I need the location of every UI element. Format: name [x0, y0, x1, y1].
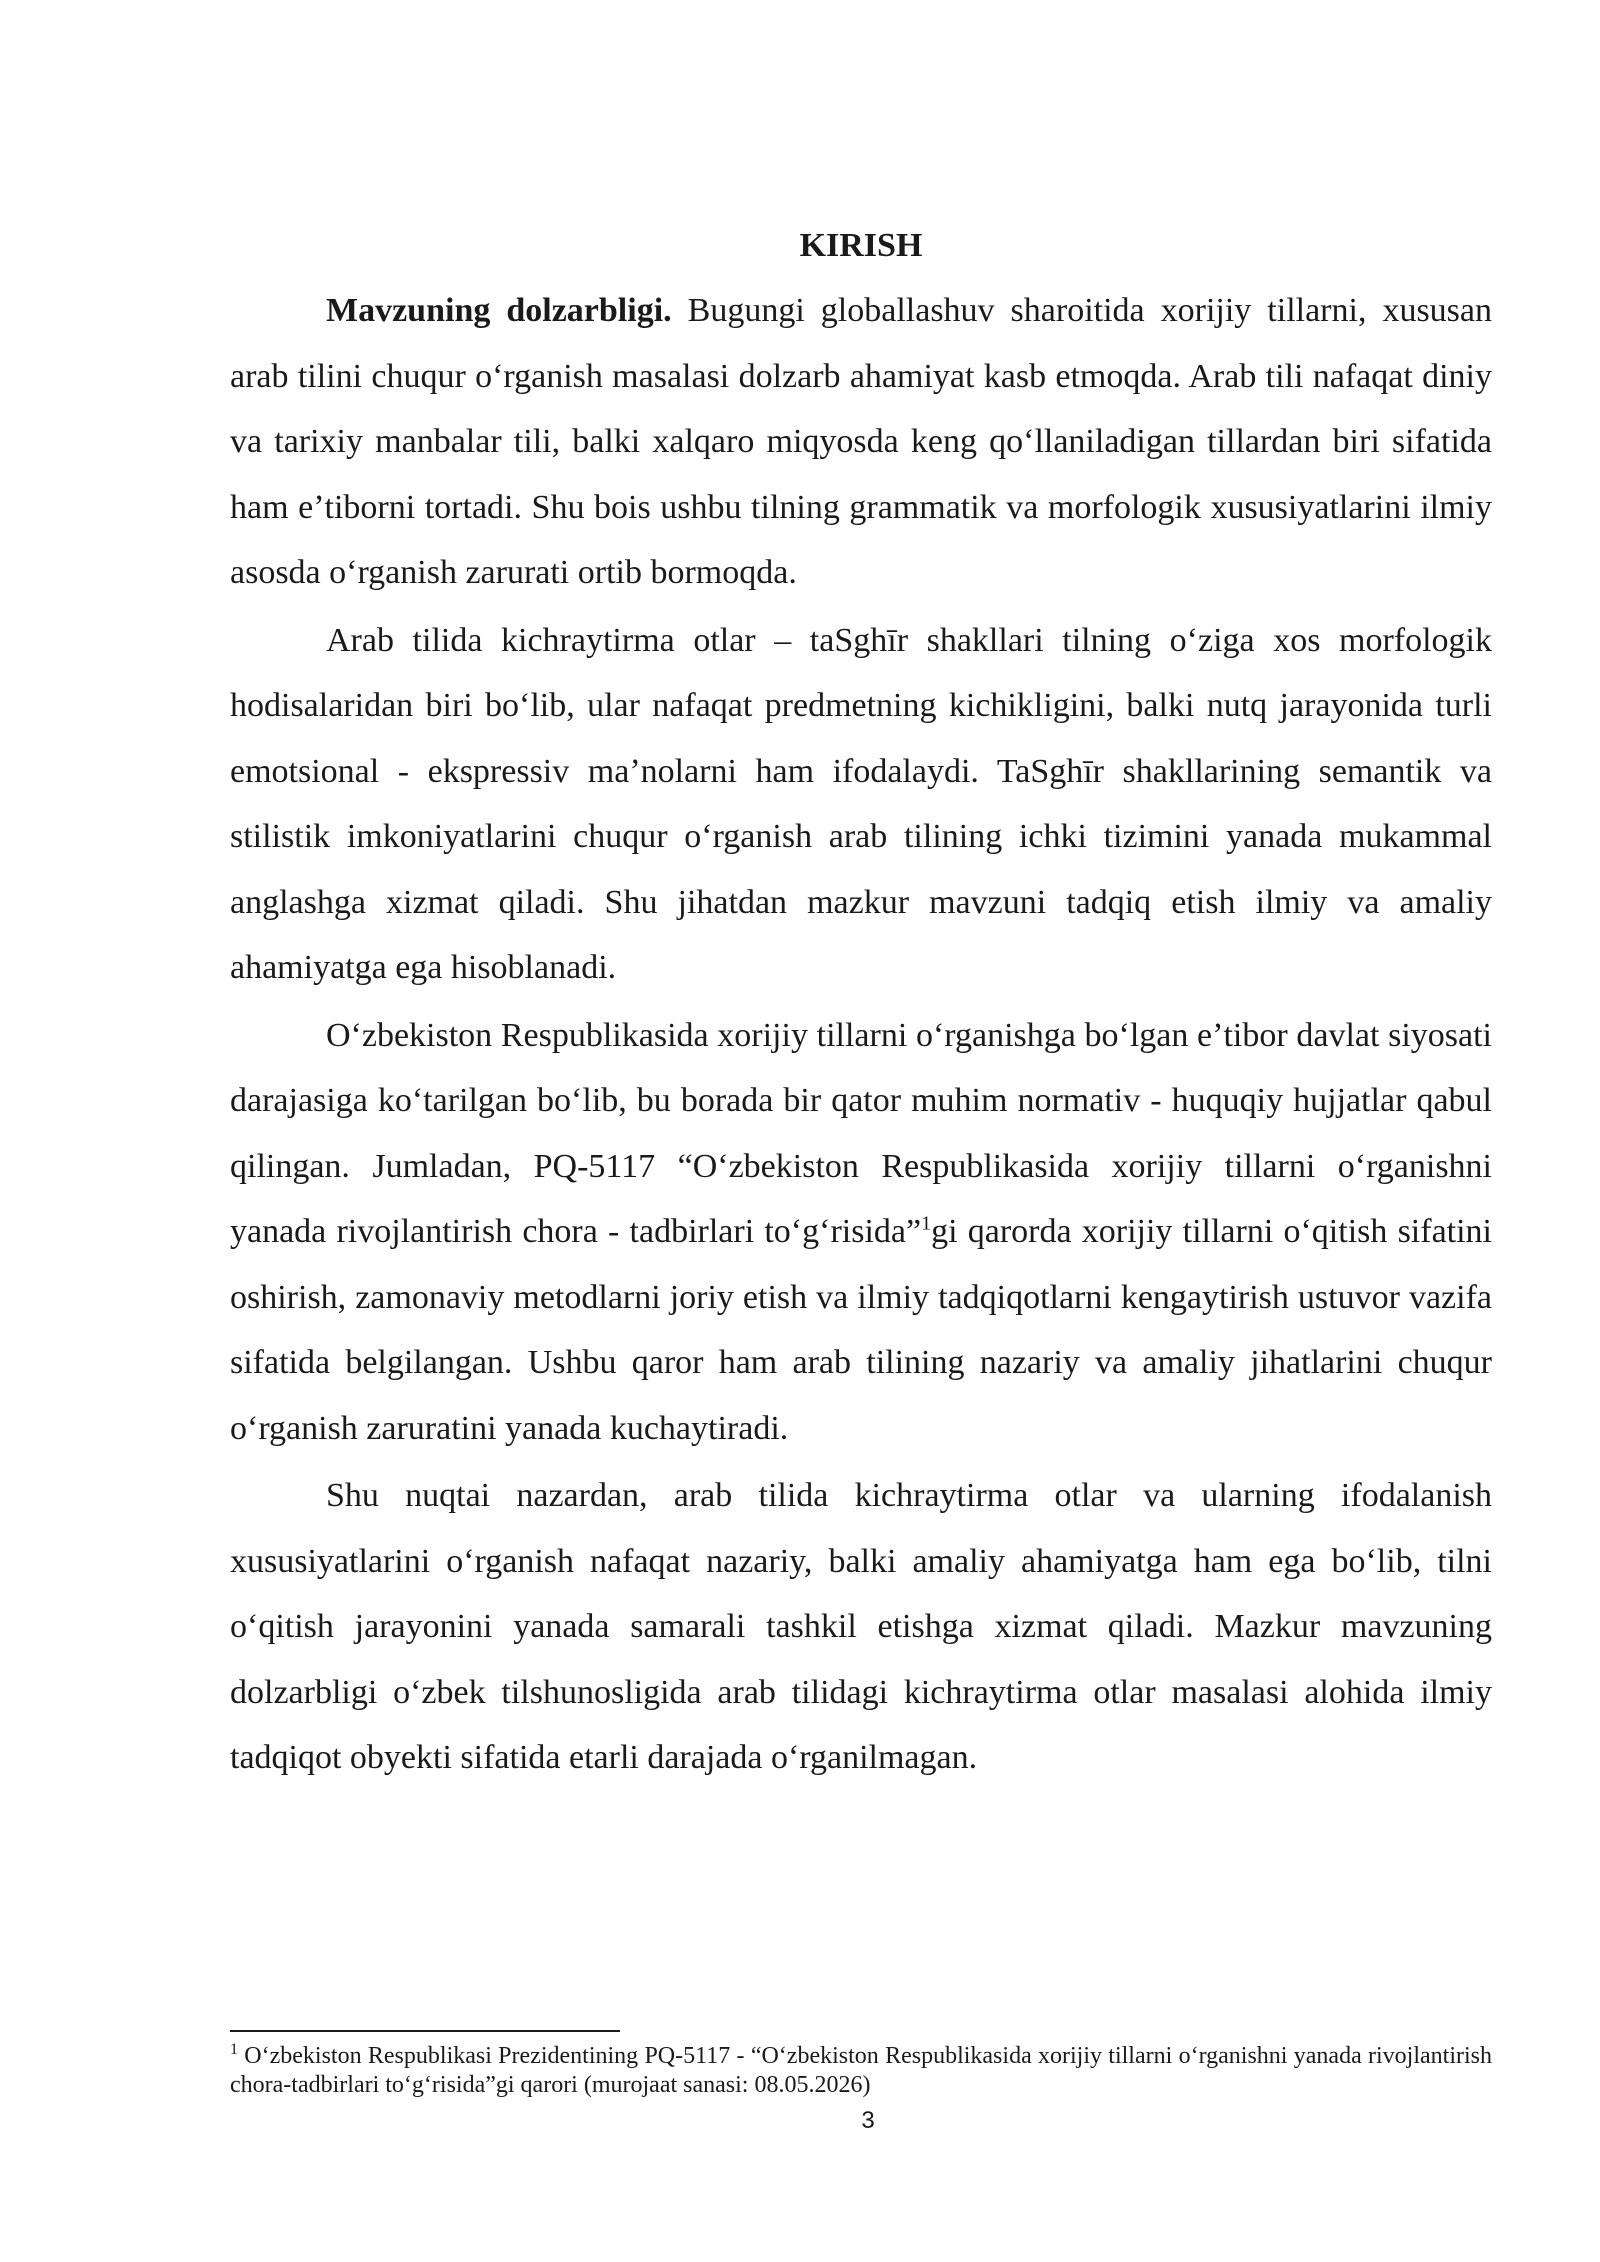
paragraph-legislation	[230, 1003, 1492, 1462]
paragraph-text: gi qarorda xorijiy tillarni oʻqitish sifatini oshirish, zamonaviy metodlarni joriy etish va ilmiy tadqiqotlarni kengaytirish ustuvor vazifa sifatida belgilangan. Ushbu qaror ham arab tilining nazariy va amaliy jihatlarini chuqur oʻrganish zaruratini yanada kuchaytiradi.	[230, 1213, 1493, 1447]
document-page	[230, 218, 1492, 1793]
section-title: KIRISH	[799, 227, 923, 264]
footnote-text: Oʻzbekiston Respublikasi Prezidentining PQ-5117 - “Oʻzbekiston Respublikasida xorijiy tillarni oʻrganishni yanada rivojlantirish chora-tadbirlari toʻgʻrisida”gi qarori (murojaat sanasi: 08.05.2026)	[230, 2043, 1492, 2098]
paragraph-lead: Mavzuning dolzarbligi.	[326, 292, 672, 329]
footnote-number: 1	[230, 2041, 238, 2058]
footnote-separator	[230, 2030, 620, 2032]
paragraph-tasghir	[230, 608, 1492, 1001]
paragraph-conclusion	[230, 1463, 1492, 1791]
paragraph-relevance	[230, 278, 1492, 606]
footnote-reference[interactable]: 1	[921, 1212, 932, 1235]
page-number: 3	[861, 2107, 875, 2134]
paragraph-text: Oʻzbekiston Respublikasida xorijiy tillarni oʻrganishga boʻlgan eʼtibor davlat siyosati darajasiga koʻtarilgan boʻlib, bu borada bir qator muhim normativ - huquqiy hujjatlar qabul qilingan. Jumladan, PQ-5117 “Oʻzbekiston Respublikasida xorijiy tillarni oʻrganishni yanada rivojlantirish chora - tadbirlari toʻgʻrisida”	[230, 1016, 1492, 1250]
paragraph-text: Shu nuqtai nazardan, arab tilida kichraytirma otlar va ularning ifodalanish xususiyatlarini oʻrganish nafaqat nazariy, balki amaliy ahamiyatga ham ega boʻlib, tilni oʻqitish jarayonini yanada samarali tashkil etishga xizmat qiladi. Mazkur mavzuning dolzarbligi oʻzbek tilshunosligida arab tilidagi kichraytirma otlar masalasi alohida ilmiy tadqiqot obyekti sifatida etarli darajada oʻrganilmagan.	[230, 1477, 1492, 1776]
paragraph-text: Arab tilida kichraytirma otlar – taSghīr shakllari tilning oʻziga xos morfologik hodisalaridan biri boʻlib, ular nafaqat predmetning kichikligini, balki nutq jarayonida turli emotsional - ekspressiv maʼnolarni ham ifodalaydi. TaSghīr shakllarining semantik va stilistik imkoniyatlarini chuqur oʻrganish arab tilining ichki tizimini yanada mukammal anglashga xizmat qiladi. Shu jihatdan mazkur mavzuni tadqiq etish ilmiy va amaliy ahamiyatga ega hisoblanadi.	[230, 621, 1492, 986]
paragraph-text: Bugungi globallashuv sharoitida xorijiy tillarni, xususan arab tilini chuqur oʻrganish masalasi dolzarb ahamiyat kasb etmoqda. Arab tili nafaqat diniy va tarixiy manbalar tili, balki xalqaro miqyosda keng qoʻllaniladigan tillardan biri sifatida ham eʼtiborni tortadi. Shu bois ushbu tilning grammatik va morfologik xususiyatlarini ilmiy asosda oʻrganish zarurati ortib bormoqda.	[230, 292, 1493, 591]
footnote	[230, 2042, 1492, 2100]
